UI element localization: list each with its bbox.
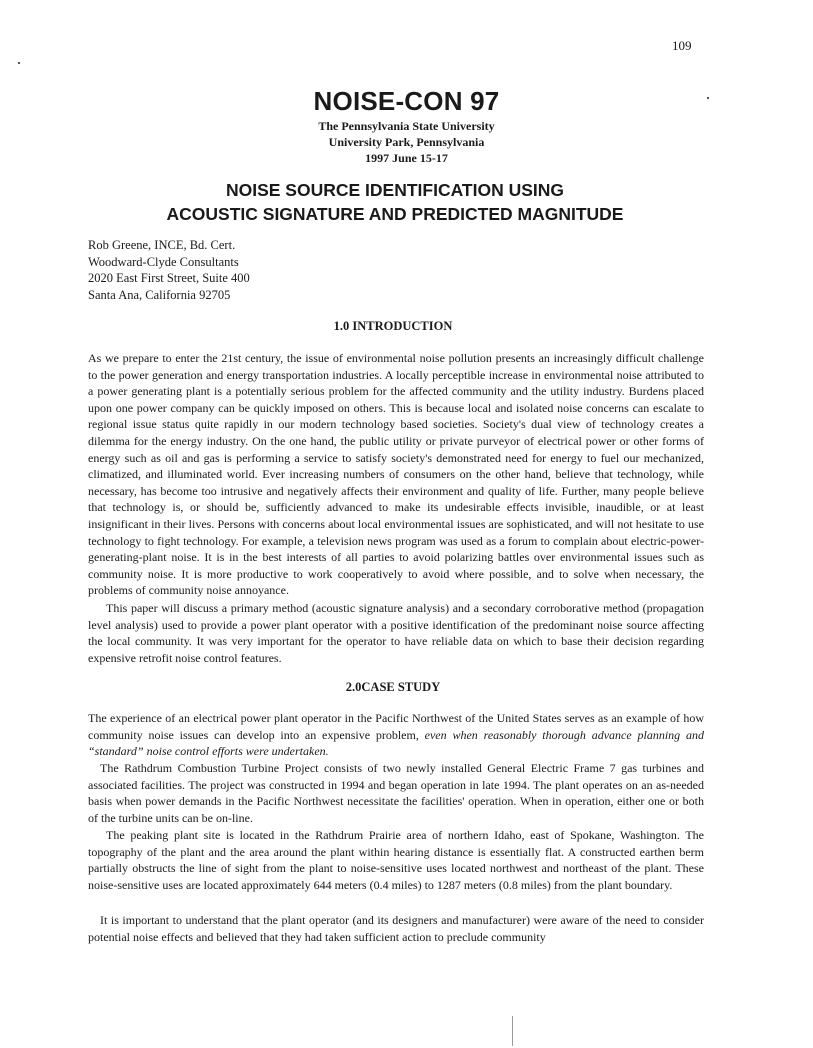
intro-paragraph-1: As we prepare to enter the 21st century, the issue of environmental noise pollution presents an increasingly difficult challenge to the power generation and energy transportation industries. A locally perceptible increase in environmental noise attributed to a power generating plant is a potentially serious problem for the affected community and the utility industry. Burdens placed upon one power company can be quickly imposed on others. This is because local and isolated noise concerns can escalate to regional issue status quite rapidly in our modern technology based societies. Society's dual view of technology creates a dilemma for the energy industry. On the one hand, the public utility or private purveyor of electrical power or other forms of energy such as oil and gas is performing a service to satisfy society's demonstrated need for energy to fuel our mechanized, climatized, and illuminated world. Ever increasing numbers of consumers on the other hand, believe that technology, while necessary, has become too intrusive and negatively affects their environment and quality of life. Further, many people believe that technology is, or should be, sufficiently advanced to make its undesirable effects invisible, inaudible, or at least insignificant in their lives. Persons with concerns about local environmental issues are sophisticated, and will not hesitate to use technology to fight technology. For example, a television news program was used as a forum to complain about electric-power-generating-plant noise. It is in the best interests of all parties to avoid polarizing battles over environmental issues such as community noise. It is more productive to work cooperatively to avoid where possible, and to solve when necessary, the problems of community noise annoyance. bbox=[88, 351, 704, 598]
intro-paragraph-2: This paper will discuss a primary method (acoustic signature analysis) and a secondary corroborative method (propagation level analysis) used to provide a power plant operator with a positive identification of the predominant noise source affecting the local community. It was very important for the operator to have reliable data on which to base their decision regarding expensive retrofit noise control features. bbox=[88, 601, 704, 665]
author-address-line-2: Santa Ana, California 92705 bbox=[88, 287, 231, 302]
author-organization: Woodward-Clyde Consultants bbox=[88, 254, 239, 269]
page-number: 109 bbox=[672, 38, 692, 53]
author-address-line-1: 2020 East First Street, Suite 400 bbox=[88, 271, 250, 285]
author-block bbox=[88, 237, 250, 303]
scan-mark-bottom bbox=[512, 1016, 513, 1046]
paper-title-line-1: NOISE SOURCE IDENTIFICATION USING bbox=[225, 180, 565, 200]
conference-date: 1997 June 15-17 bbox=[365, 151, 448, 165]
scan-mark-left bbox=[18, 62, 20, 64]
case-study-paragraph-4: It is important to understand that the plant operator (and its designers and manufacturer) were aware of the need to consider potential noise effects and believed that they had taken sufficient action to preclude community bbox=[88, 913, 704, 944]
section-heading-introduction: 1.0 INTRODUCTION bbox=[333, 319, 453, 333]
case-study-paragraph-1-emphasis: even when reasonably thorough advance planning and “standard” noise control efforts were undertaken. bbox=[88, 727, 704, 759]
conference-info bbox=[0, 118, 813, 166]
conference-university: The Pennsylvania State University bbox=[318, 119, 495, 133]
case-study-paragraph-1-text: The experience of an electrical power plant operator in the Pacific Northwest of the United States serves as an example of how community noise issues can develop into an expensive problem, bbox=[88, 711, 704, 742]
case-study-paragraph-3: The peaking plant site is located in the Rathdrum Prairie area of northern Idaho, east of Spokane, Washington. The topography of the plant and the area around the plant within hearing distance is essentially flat. A constructed earthen berm partially obstructs the line of sight from the plant to noise-sensitive uses located northwest and northeast of the plant. These noise-sensitive uses are located approximately 644 meters (0.4 miles) to 1287 meters (0.8 miles) from the plant boundary. bbox=[88, 828, 704, 892]
scan-mark-right bbox=[707, 97, 709, 99]
paper-title bbox=[0, 178, 790, 226]
conference-title: NOISE-CON 97 bbox=[313, 86, 500, 116]
paper-title-line-2: ACOUSTIC SIGNATURE AND PREDICTED MAGNITUDE bbox=[166, 204, 624, 224]
case-study-paragraph-2: The Rathdrum Combustion Turbine Project consists of two newly installed General Electric Frame 7 gas turbines and associated facilities. The project was constructed in 1994 and began operation in late 1994. The plant operates on an as-needed basis when power demands in the Pacific Northwest necessitate the facilities' operation. When in operation, either one or both of the turbine units can be on-line. bbox=[88, 761, 704, 825]
conference-location: University Park, Pennsylvania bbox=[328, 135, 485, 149]
author-name: Rob Greene, INCE, Bd. Cert. bbox=[88, 238, 236, 252]
case-study-paragraph-1 bbox=[88, 710, 704, 760]
section-heading-case-study: 2.0CASE STUDY bbox=[345, 680, 441, 694]
